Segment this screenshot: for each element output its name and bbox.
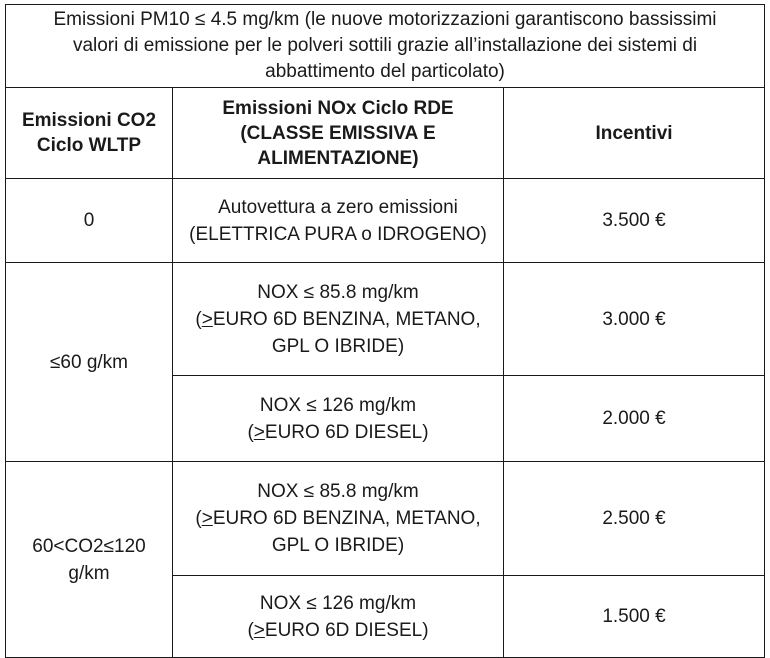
co2-cell: 60<CO2≤120 g/km [6,462,173,658]
incentives-table [5,4,765,658]
pm10-note-line: abbattimento del particolato) [265,61,505,82]
table-row [6,462,765,576]
incentive-cell: 3.000 € [504,263,765,376]
pm10-note-line: valori di emissione per le polveri sottili grazie all’installazione dei sistemi di [72,35,698,56]
gte-symbol: > [253,421,265,443]
pm10-note [6,5,765,88]
incentive-cell: 2.000 € [504,376,765,462]
co2-cell: ≤60 g/km [6,263,173,462]
nox-column-header: Emissioni NOx Ciclo RDE (CLASSE EMISSIVA E ALIMENTAZIONE) [173,88,504,179]
header-note-row [6,5,765,88]
nox-cell: NOX ≤ 85.8 mg/km (>EURO 6D BENZINA, METANO, GPL O IBRIDE) [173,263,504,376]
co2-cell: 0 [6,179,173,263]
incentive-column-header: Incentivi [504,88,765,179]
column-header-row [6,88,765,179]
nox-cell: NOX ≤ 85.8 mg/km (>EURO 6D BENZINA, METANO, GPL O IBRIDE) [173,462,504,576]
incentive-cell: 2.500 € [504,462,765,576]
gte-symbol: > [201,308,213,330]
gte-symbol: > [253,619,265,641]
incentive-cell: 1.500 € [504,576,765,658]
co2-column-header: Emissioni CO2 Ciclo WLTP [6,88,173,179]
gte-symbol: > [201,508,213,529]
nox-cell: NOX ≤ 126 mg/km (>EURO 6D DIESEL) [173,576,504,658]
nox-cell: Autovettura a zero emissioni (ELETTRICA PURA o IDROGENO) [173,179,504,263]
table-row [6,263,765,376]
table-row [6,179,765,263]
nox-cell: NOX ≤ 126 mg/km (>EURO 6D DIESEL) [173,376,504,462]
pm10-note-line: Emissioni PM10 ≤ 4.5 mg/km (le nuove motorizzazioni garantiscono bassissimi [53,9,717,30]
incentive-cell: 3.500 € [504,179,765,263]
